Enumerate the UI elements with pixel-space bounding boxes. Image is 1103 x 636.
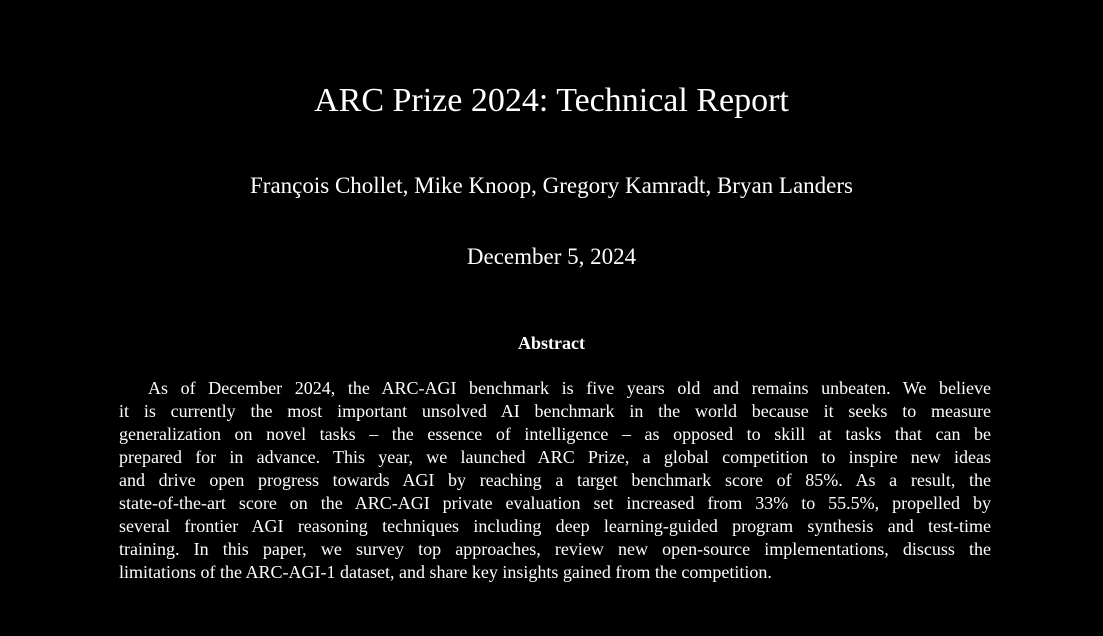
- abstract-body: [119, 377, 991, 584]
- abstract-line: several frontier AGI reasoning techniques including deep learning-guided program synthesis and test-time: [119, 516, 991, 536]
- paper-title: ARC Prize 2024: Technical Report: [314, 82, 789, 119]
- paper-date: December 5, 2024: [466, 244, 637, 269]
- paper-authors: François Chollet, Mike Knoop, Gregory Kamradt, Bryan Landers: [250, 173, 853, 198]
- abstract-line: it is currently the most important unsolved AI benchmark in the world because it seeks to measure: [119, 401, 991, 421]
- abstract-heading: Abstract: [518, 333, 585, 353]
- abstract-line: generalization on novel tasks – the essence of intelligence – as opposed to skill at tasks that can be: [119, 424, 991, 444]
- abstract-line: and drive open progress towards AGI by reaching a target benchmark score of 85%. As a result, the: [119, 470, 991, 490]
- abstract-line: limitations of the ARC-AGI-1 dataset, and share key insights gained from the competition.: [119, 562, 772, 582]
- abstract-line: state-of-the-art score on the ARC-AGI private evaluation set increased from 33% to 55.5%, propelled by: [119, 493, 991, 513]
- abstract-line: prepared for in advance. This year, we launched ARC Prize, a global competition to inspire new ideas: [119, 447, 991, 467]
- abstract-line: As of December 2024, the ARC-AGI benchmark is five years old and remains unbeaten. We believe: [148, 378, 991, 398]
- abstract-line: training. In this paper, we survey top approaches, review new open-source implementations, discuss the: [119, 539, 991, 559]
